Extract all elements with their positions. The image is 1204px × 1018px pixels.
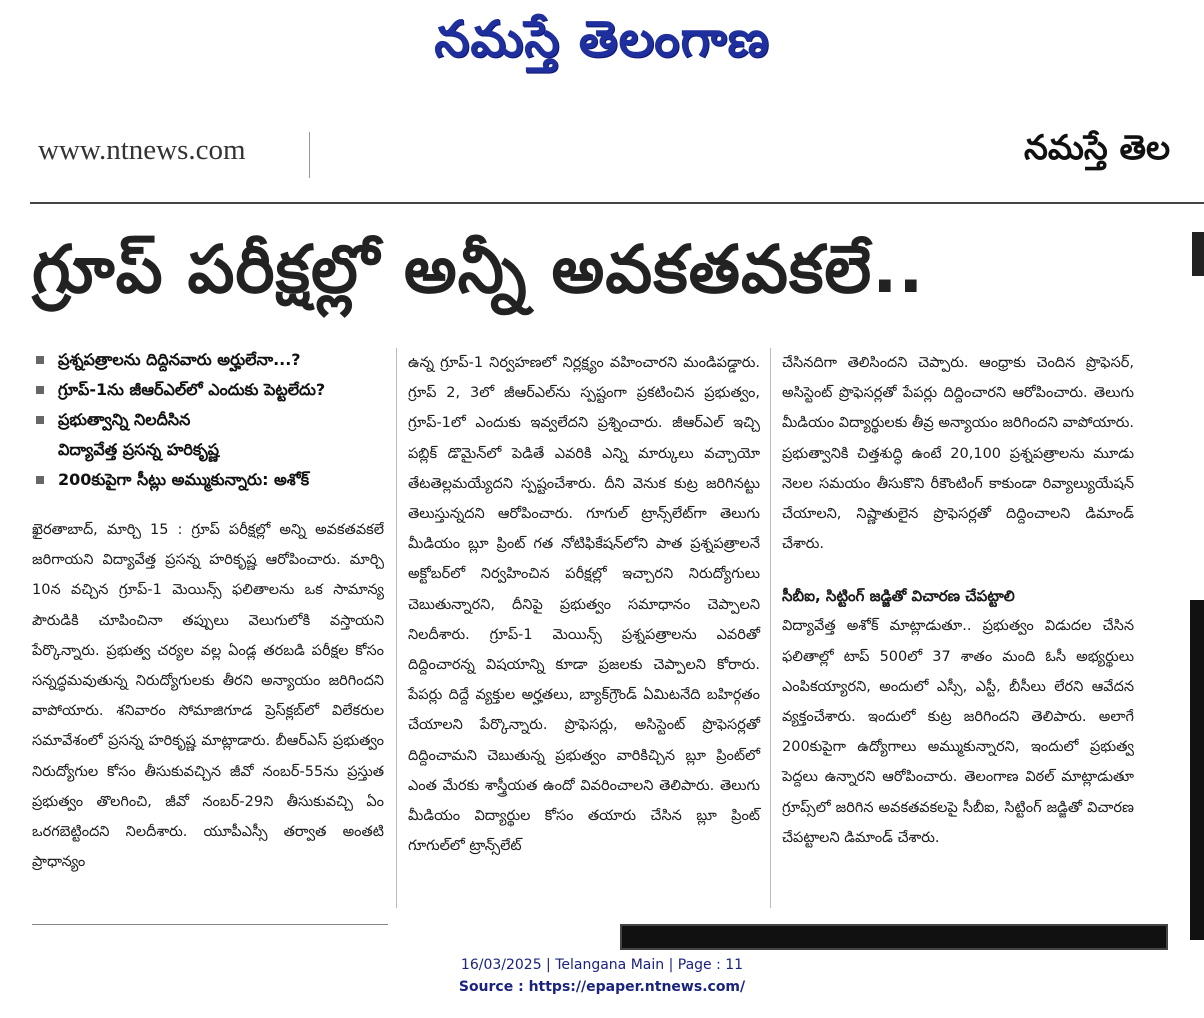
bullet-text: గ్రూప్-1ను జీఆర్‌ఎల్‌లో ఎందుకు పెట్టలేదు? xyxy=(58,380,326,399)
bullet-item xyxy=(32,465,400,495)
site-url: www.ntnews.com xyxy=(38,134,246,166)
masthead xyxy=(0,0,1204,90)
bullet-text: 200కుపైగా సీట్లు అమ్ముకున్నారు: అశోక్ xyxy=(58,470,310,489)
article-column-2 xyxy=(408,348,760,861)
bullet-text: ప్రభుత్వాన్ని నిలదీసిన xyxy=(58,410,191,429)
top-rule xyxy=(30,202,1204,204)
article-paragraph: ఉన్న గ్రూప్-1 నిర్వహణలో నిర్లక్ష్యం వహించారని మండిపడ్డారు. గ్రూప్ 2, 3లో జీఆర్‌ఎల్‌ను స్పష్టంగా ప్రకటించిన ప్రభుత్వం, గ్రూప్-1లో ఎందుకు ఇవ్వలేదని ప్రశ్నించారు. జీఆర్‌ఎల్ ఇచ్చి పబ్లిక్ డొమైన్‌లో పెడితే ఎవరికి ఎన్ని మార్కులు వచ్చాయో తేటతెల్లమయ్యేదని స్పష్టంచేశారు. దీని వెనుక కుట్ర జరిగినట్టు తెలుస్తున్నదని ఆరోపించారు. గూగుల్ ట్రాన్స్‌లేట్‌గా తెలుగు మీడియం బ్లూ ప్రింట్ గత నోటిఫికేషన్‌లోని పాత ప్రశ్నపత్రాలనే అక్టోబర్‌లో నిర్వహించిన పరీక్షల్లో ఇచ్చారని నిరుద్యోగులు చెబుతున్నారని, దీనిపై ప్రభుత్వం సమాధానం చెప్పాలని నిలదీశారు. గ్రూప్-1 మెయిన్స్ ప్రశ్నపత్రాలను ఎవరితో దిద్దించారన్న విషయాన్ని కూడా ప్రజలకు చెప్పాలని కోరారు. పేపర్లు దిద్దే వ్యక్తుల అర్హతలు, బ్యాక్‌గ్రౌండ్ ఏమిటనేది బహిర్గతం చేయాలని పేర్కొన్నారు. ప్రొఫెసర్లు, అసిస్టెంట్ ప్రొఫెసర్లతో దిద్దించామని చెబుతున్న ప్రభుత్వం వారికిచ్చిన బ్లూ ప్రింట్‌లో ఎంత మేరకు శాస్త్రీయత ఉందో వివరించాలని తెలిపారు. తెలుగు మీడియం విద్యార్థుల కోసం తయారు చేసిన బ్లూ ప్రింట్ గూగుల్‌లో ట్రాన్స్‌లేట్ xyxy=(408,355,760,855)
adjacent-ad-strip xyxy=(620,924,1168,950)
bullet-square-icon xyxy=(36,386,44,394)
bullet-text: విద్యావేత్త ప్రసన్న హరికృష్ణ xyxy=(58,440,220,459)
bullet-item xyxy=(32,375,400,405)
bullet-square-icon xyxy=(36,356,44,364)
footer-date-line: 16/03/2025 | Telangana Main | Page : 11 xyxy=(460,957,744,973)
article-paragraph: ఖైరతాబాద్, మార్చి 15 : గ్రూప్ పరీక్షల్లో అన్ని అవకతవకలే జరిగాయని విద్యావేత్త ప్రసన్న హరికృష్ణ ఆరోపించారు. మార్చి 10న వచ్చిన గ్రూప్-1 మెయిన్స్ ఫలితాలను ఒక సామాన్య పౌరుడికి చూపించినా తప్పులు వెలుగులోకి వస్తాయని పేర్కొన్నారు. ప్రభుత్వ చర్యల వల్ల ఏండ్ల తరబడి పరీక్షల కోసం సన్నద్ధమవుతున్న నిరుద్యోగులకు తీరని అన్యాయం జరిగిందని వాపోయారు. శనివారం సోమాజిగూడ ప్రెస్‌క్లబ్‌లో విలేకరుల సమావేశంలో ప్రసన్న హరికృష్ణ మాట్లాడారు. బీఆర్‌ఎస్ ప్రభుత్వం నిరుద్యోగుల కోసం తీసుకువచ్చిన జీవో నంబర్-55ను ప్రస్తుత ప్రభుత్వం తొలగించి, జీవో నంబర్-29ని తీసుకువచ్చి ఏం ఒరగబెట్టిందని నిలదీశారు. యూపీఎస్సీ తర్వాత అంతటి ప్రాధాన్యం xyxy=(32,522,384,871)
url-divider xyxy=(309,132,310,178)
article-paragraph: విద్యావేత్త అశోక్ మాట్లాడుతూ.. ప్రభుత్వం విడుదల చేసిన ఫలితాల్లో టాప్ 500లో 37 శాతం మంది ఓసీ అభ్యర్థులు ఎంపికయ్యారని, అందులో ఎస్సీ, ఎస్టీ, బీసీలు లేరని ఆవేదన వ్యక్తంచేశారు. ఇందులో కుట్ర జరిగిందని తెలిపారు. అలాగే 200కుపైగా ఉద్యోగాలు అమ్ముకున్నారని, ఇందులో ప్రభుత్వ పెద్దలు ఉన్నారని ఆరోపించారు. తెలంగాణ విఠల్ మాట్లాడుతూ గ్రూప్స్‌లో జరిగిన అవకతవకలపై సీబీఐ, సిట్టింగ్ జడ్జితో విచారణ చేపట్టాలని డిమాండ్ చేశారు. xyxy=(782,618,1134,846)
footer-source-line: Source : https://epaper.ntnews.com/ xyxy=(458,979,746,995)
column-divider xyxy=(770,348,771,908)
bullet-square-icon xyxy=(36,416,44,424)
bullet-text: ప్రశ్నపత్రాలను దిద్దినవారు అర్హులేనా...? xyxy=(58,350,301,369)
article-column-1 xyxy=(32,515,384,877)
bullet-item xyxy=(32,405,400,435)
column-divider xyxy=(396,348,397,908)
bullet-item-continued xyxy=(32,435,400,465)
adjacent-column-edge xyxy=(1190,600,1204,940)
bottom-rule xyxy=(32,924,388,925)
adjacent-column-edge xyxy=(1192,232,1204,276)
article-headline: గ్రూప్ పరీక్షల్లో అన్నీ అవకతవకలే.. xyxy=(32,231,925,308)
article-column-3 xyxy=(782,348,1134,853)
bullet-square-icon xyxy=(36,476,44,484)
masthead-logo: నమస్తే తెలంగాణ xyxy=(434,10,770,68)
bullet-list xyxy=(32,345,400,495)
brand-logo-cropped: నమస్తే తెల xyxy=(1024,128,1171,168)
bullet-item xyxy=(32,345,400,375)
article-subhead: సీబీఐ, సిట్టింగ్ జడ్జితో విచారణ చేపట్టాలి xyxy=(782,587,1015,606)
article-paragraph: చేసినదిగా తెలిసిందని చెప్పారు. ఆంధ్రాకు చెందిన ప్రొఫెసర్, అసిస్టెంట్ ప్రొఫెసర్లతో పేపర్లు దిద్దించారని ఆరోపించారు. తెలుగు మీడియం విద్యార్థులకు తీవ్ర అన్యాయం జరిగిందని వాపోయారు. ప్రభుత్వానికి చిత్తశుద్ధి ఉంటే 20,100 ప్రశ్నపత్రాలను మూడు నెలల సమయం తీసుకొని రీకౌంటింగ్ కాకుండా రివ్యాల్యుయేషన్ చేయాలని, నిష్ణాతులైన ప్రొఫెసర్లతో దిద్దించాలని డిమాండ్ చేశారు. xyxy=(782,355,1134,553)
